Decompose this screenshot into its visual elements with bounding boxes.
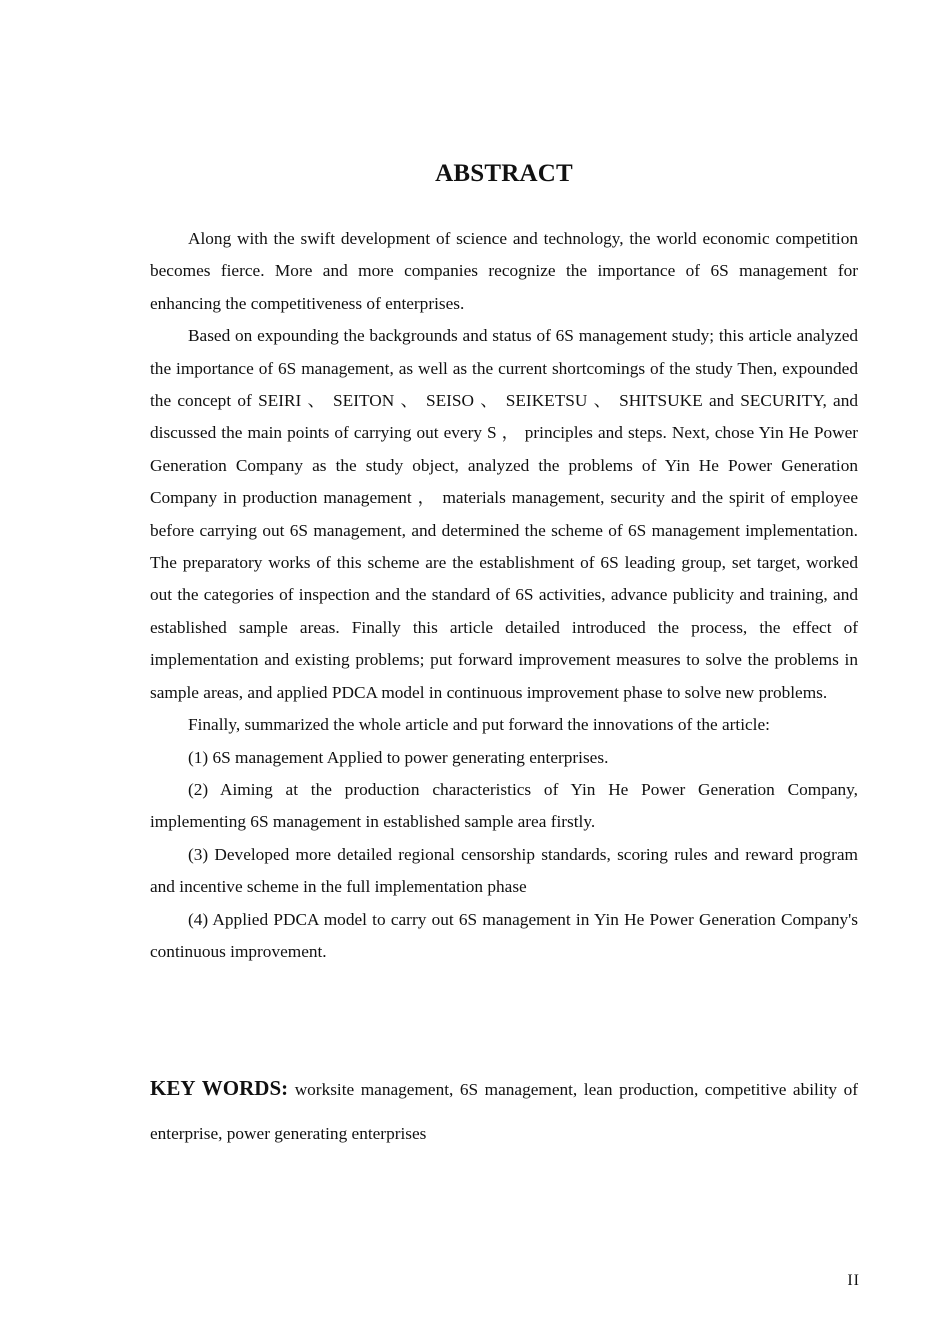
- keywords-label: KEY WORDS:: [150, 1076, 289, 1100]
- paragraph-summary: Finally, summarized the whole article and put forward the innovations of the article:: [188, 715, 770, 735]
- innovation-item-4: (4) Applied PDCA model to carry out 6S management in Yin He Power Generation Company's continuous improvement.: [150, 909, 858, 961]
- abstract-body: [150, 223, 858, 968]
- innovation-item-2: (2) Aiming at the production characteristics of Yin He Power Generation Company, implementing 6S management in established sample area firstly.: [150, 779, 858, 832]
- keywords-text: worksite management, 6S management, lean production, competitive ability of enterprise, power generating enterprises: [150, 1080, 859, 1143]
- innovation-item-3: (3) Developed more detailed regional censorship standards, scoring rules and reward program and incentive scheme in the full implementation phase: [150, 844, 858, 897]
- paragraph-intro: Along with the swift development of science and technology, the world economic competition becomes fierce. More and more companies recognize the importance of 6S management for enhancing the competitiveness of enterprises.: [150, 229, 858, 313]
- page-number: II: [847, 1272, 860, 1289]
- keywords-section: [150, 1067, 858, 1155]
- paragraph-main: Based on expounding the backgrounds and status of 6S management study; this article analyzed the importance of 6S management, as well as the current shortcomings of the study Then, expounded the concept of SEIRI 、 SEITON 、 SEISO 、 SEIKETSU 、 SHITSUKE and SECURITY, and discussed the main points of carrying out every S ， principles and steps. Next, chose Yin He Power Generation Company as the study object, analyzed the problems of Yin He Power Generation Company in production management ， materials management, security and the spirit of employee before carrying out 6S management, and determined the scheme of 6S management implementation. The preparatory works of this scheme are the establishment of 6S leading group, set target, worked out the categories of inspection and the standard of 6S activities, advance publicity and training, and established sample areas. Finally this article detailed introduced the process, the effect of implementation and existing problems; put forward improvement measures to solve the problems in sample areas, and applied PDCA model in continuous improvement phase to solve new problems.: [150, 326, 858, 702]
- innovation-item-1: (1) 6S management Applied to power generating enterprises.: [188, 747, 609, 767]
- abstract-title: ABSTRACT: [435, 160, 573, 187]
